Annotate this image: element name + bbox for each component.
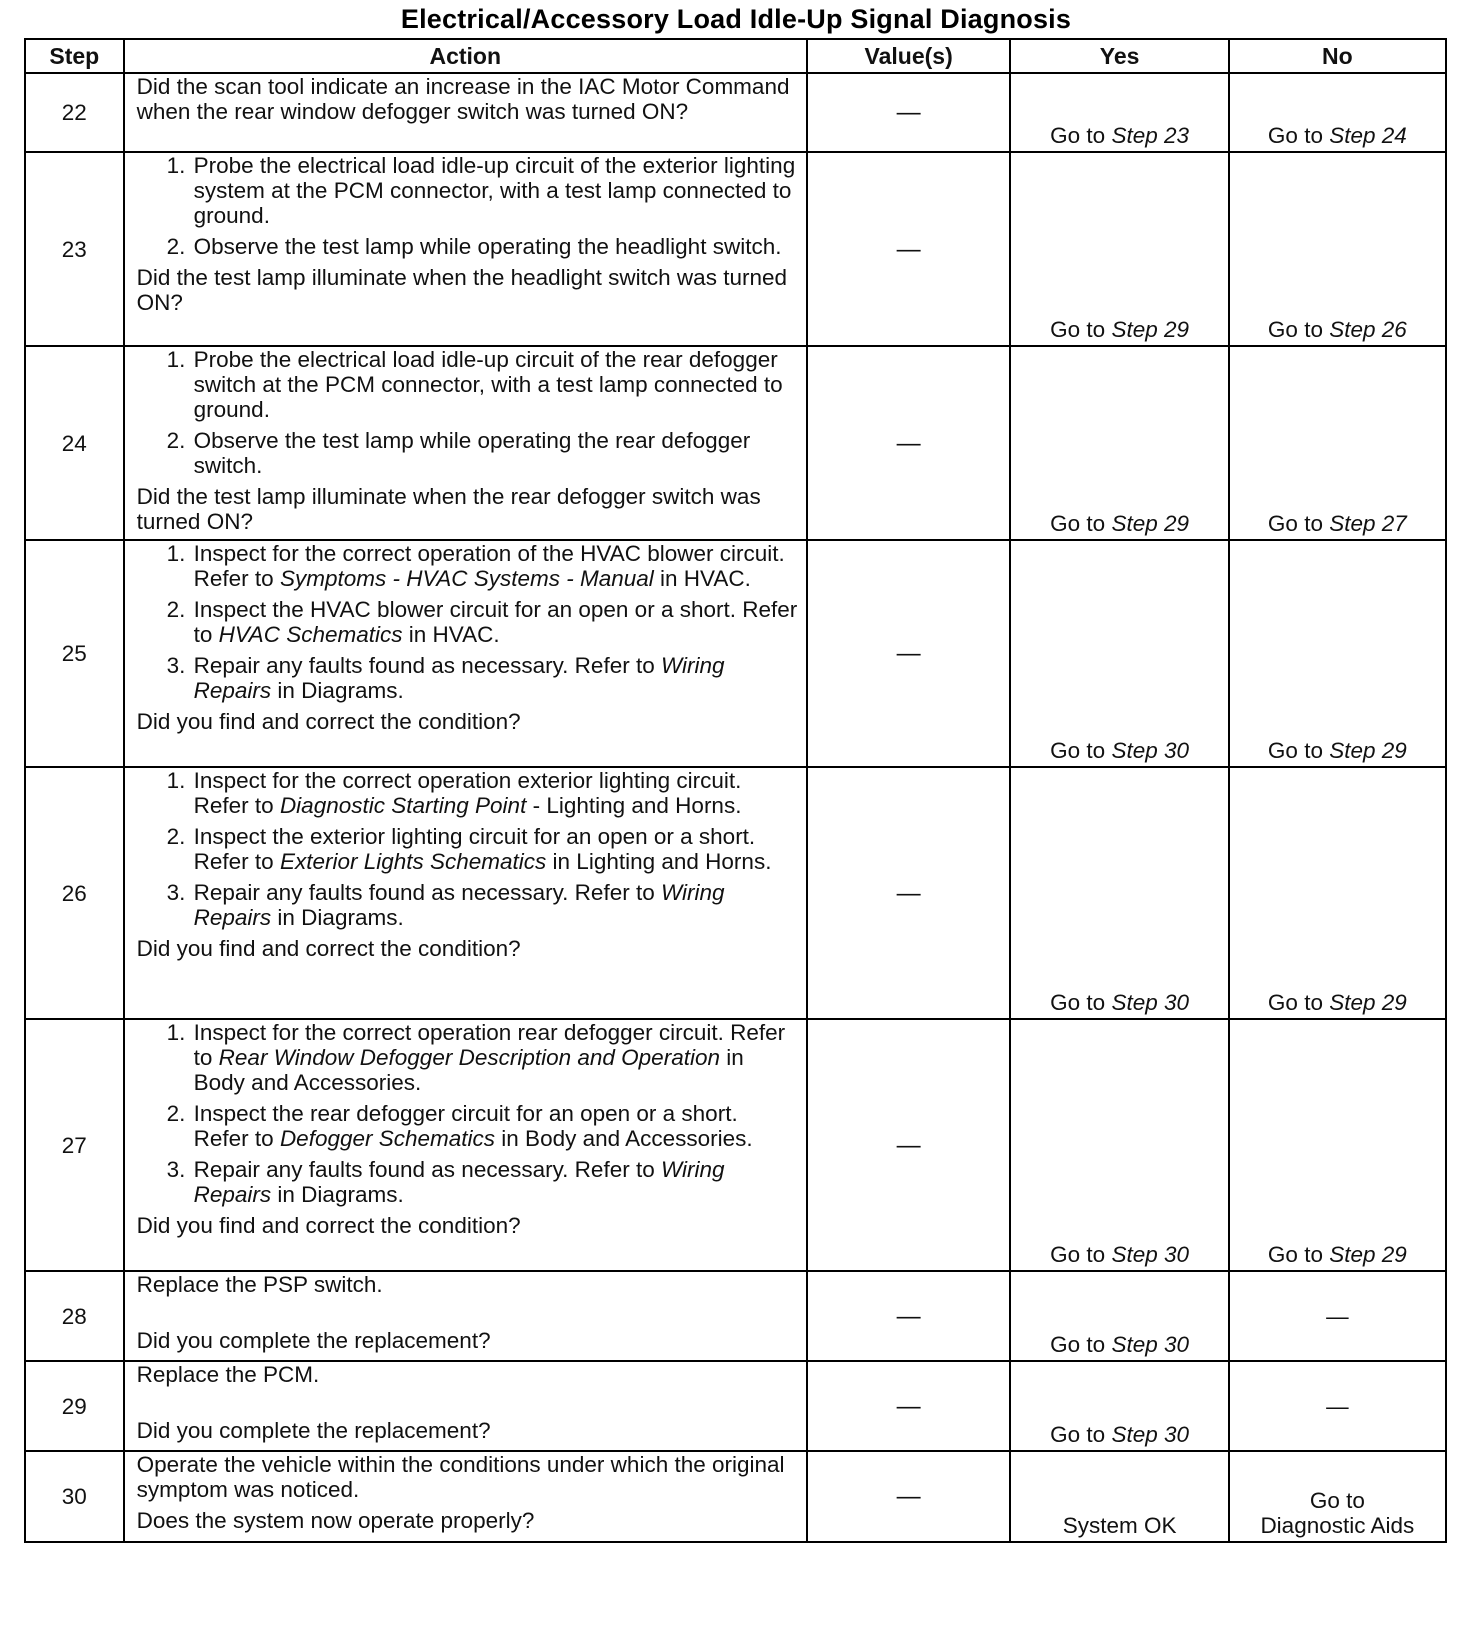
go-to-label: Go to xyxy=(1267,738,1323,763)
action-steps-list xyxy=(137,153,798,259)
go-to-label: Go to xyxy=(1050,990,1106,1015)
column-header-yes: Yes xyxy=(1010,39,1228,73)
go-to-label: Go to xyxy=(1050,1242,1106,1267)
action-steps-list xyxy=(137,347,798,478)
yes-cell: System OK xyxy=(1010,1451,1228,1542)
action-question: Did you find and correct the condition? xyxy=(136,709,521,734)
action-cell xyxy=(124,1271,807,1361)
go-to-label: Go to xyxy=(1267,990,1323,1015)
action-instruction: Replace the PSP switch. xyxy=(136,1272,383,1297)
table-row xyxy=(25,1019,1446,1271)
table-row xyxy=(25,1451,1446,1542)
table-row xyxy=(25,152,1446,346)
go-to-label: Go to xyxy=(1050,738,1106,763)
table-header-row xyxy=(25,39,1446,73)
action-step: 1. Inspect for the correct operation of the HVAC blower circuit. Refer to Symptoms - HVAC Systems - Manual in HVAC. xyxy=(192,541,798,591)
action-question: Did the test lamp illuminate when the headlight switch was turned ON? xyxy=(136,265,787,315)
diagnosis-table xyxy=(24,38,1447,1543)
go-to-label: Go to xyxy=(1267,123,1323,148)
action-question: Does the system now operate properly? xyxy=(136,1508,535,1533)
table-row xyxy=(25,1361,1446,1451)
step-number: 25 xyxy=(25,540,124,767)
step-number: 23 xyxy=(25,152,124,346)
no-step-ref: Step 29 xyxy=(1329,990,1407,1015)
yes-step-ref: Step 29 xyxy=(1111,317,1190,342)
value-cell: — xyxy=(807,1271,1011,1361)
value-cell: — xyxy=(807,767,1011,1019)
go-to-label: Go to xyxy=(1050,511,1106,536)
reference-link: Diagnostic Starting Point xyxy=(279,793,527,818)
yes-cell xyxy=(1010,1361,1228,1451)
reference-link: Wiring Repairs xyxy=(193,653,725,703)
no-cell xyxy=(1229,1451,1446,1542)
action-cell xyxy=(124,152,807,346)
no-cell xyxy=(1229,1019,1446,1271)
action-cell xyxy=(124,540,807,767)
column-header-values: Value(s) xyxy=(807,39,1011,73)
step-number: 24 xyxy=(25,346,124,540)
action-steps-list xyxy=(137,768,798,930)
column-header-no: No xyxy=(1229,39,1446,73)
yes-step-ref: Step 23 xyxy=(1111,123,1190,148)
yes-step-ref: Step 30 xyxy=(1111,990,1190,1015)
action-step: 1. Inspect for the correct operation exterior lighting circuit. Refer to Diagnostic Starting Point - Lighting and Horns. xyxy=(192,768,798,818)
no-cell: — xyxy=(1229,1361,1446,1451)
table-row xyxy=(25,346,1446,540)
action-question: Did the test lamp illuminate when the rear defogger switch was turned ON? xyxy=(136,484,761,534)
yes-cell xyxy=(1010,1019,1228,1271)
action-step: 1. Probe the electrical load idle-up circuit of the rear defogger switch at the PCM connector, with a test lamp connected to ground. xyxy=(192,347,798,422)
value-cell: — xyxy=(807,540,1011,767)
reference-link: HVAC Schematics xyxy=(218,622,403,647)
step-number: 30 xyxy=(25,1451,124,1542)
action-question: Did you find and correct the condition? xyxy=(136,1213,521,1238)
action-step: 3. Repair any faults found as necessary. Refer to Wiring Repairs in Diagrams. xyxy=(192,1157,798,1207)
go-to-label: Go to xyxy=(1267,317,1323,342)
no-cell xyxy=(1229,152,1446,346)
step-number: 28 xyxy=(25,1271,124,1361)
action-instruction: Replace the PCM. xyxy=(136,1362,320,1387)
no-cell xyxy=(1229,346,1446,540)
yes-step-ref: Step 30 xyxy=(1111,738,1190,763)
yes-cell xyxy=(1010,152,1228,346)
yes-step-ref: Step 30 xyxy=(1111,1242,1190,1267)
go-to-label: Go to xyxy=(1050,1422,1106,1447)
yes-cell xyxy=(1010,73,1228,152)
action-step: 2. Inspect the HVAC blower circuit for an open or a short. Refer to HVAC Schematics in HVAC. xyxy=(192,597,798,647)
action-cell xyxy=(124,1019,807,1271)
value-cell: — xyxy=(807,1451,1011,1542)
reference-link: Rear Window Defogger Description and Operation xyxy=(218,1045,720,1070)
value-cell: — xyxy=(807,73,1011,152)
no-step-ref: Step 24 xyxy=(1329,123,1407,148)
value-cell: — xyxy=(807,1361,1011,1451)
action-step: 1. Probe the electrical load idle-up circuit of the exterior lighting system at the PCM connector, with a test lamp connected to ground. xyxy=(192,153,798,228)
no-cell xyxy=(1229,540,1446,767)
go-to-label: Go to xyxy=(1050,123,1106,148)
yes-step-ref: Step 30 xyxy=(1111,1332,1190,1357)
no-cell xyxy=(1229,73,1446,152)
reference-link: Symptoms - HVAC Systems - Manual xyxy=(279,566,654,591)
page-title: Electrical/Accessory Load Idle-Up Signal Diagnosis xyxy=(400,4,1072,34)
action-question: Did you find and correct the condition? xyxy=(136,936,521,961)
step-number: 27 xyxy=(25,1019,124,1271)
action-step: 3. Repair any faults found as necessary. Refer to Wiring Repairs in Diagrams. xyxy=(192,653,798,703)
yes-cell xyxy=(1010,346,1228,540)
reference-link: Defogger Schematics xyxy=(279,1126,496,1151)
step-number: 22 xyxy=(25,73,124,152)
action-cell xyxy=(124,1361,807,1451)
action-cell xyxy=(124,346,807,540)
reference-link: Exterior Lights Schematics xyxy=(279,849,547,874)
table-row xyxy=(25,540,1446,767)
yes-cell xyxy=(1010,1271,1228,1361)
step-number: 26 xyxy=(25,767,124,1019)
reference-link: Wiring Repairs xyxy=(193,1157,725,1207)
no-step-ref: Step 29 xyxy=(1329,738,1407,763)
no-step-ref: Step 27 xyxy=(1329,511,1407,536)
reference-link: Wiring Repairs xyxy=(193,880,725,930)
column-header-action: Action xyxy=(124,39,807,73)
action-instruction: Operate the vehicle within the conditions under which the original symptom was noticed. xyxy=(136,1452,785,1502)
value-cell: — xyxy=(807,1019,1011,1271)
go-to-label: Go to xyxy=(1050,1332,1106,1357)
go-to-label: Go to xyxy=(1267,511,1323,536)
action-steps-list xyxy=(137,1020,798,1207)
table-row xyxy=(25,767,1446,1019)
go-to-label: Go to xyxy=(1050,317,1106,342)
yes-cell xyxy=(1010,540,1228,767)
action-question: Did you complete the replacement? xyxy=(136,1418,491,1443)
no-step-ref: Step 29 xyxy=(1329,1242,1407,1267)
no-cell xyxy=(1229,767,1446,1019)
table-row xyxy=(25,1271,1446,1361)
action-step: 2. Observe the test lamp while operating the headlight switch. xyxy=(192,234,798,259)
action-cell xyxy=(124,767,807,1019)
action-step: 2. Observe the test lamp while operating the rear defogger switch. xyxy=(192,428,798,478)
action-question: Did you complete the replacement? xyxy=(136,1328,491,1353)
table-row xyxy=(25,73,1446,152)
action-step: 3. Repair any faults found as necessary. Refer to Wiring Repairs in Diagrams. xyxy=(192,880,798,930)
action-question: Did the scan tool indicate an increase in the IAC Motor Command when the rear window defogger switch was turned ON? xyxy=(136,74,790,124)
yes-cell xyxy=(1010,767,1228,1019)
action-step: 2. Inspect the rear defogger circuit for an open or a short. Refer to Defogger Schematics in Body and Accessories. xyxy=(192,1101,798,1151)
action-steps-list xyxy=(137,541,798,703)
step-number: 29 xyxy=(25,1361,124,1451)
yes-step-ref: Step 30 xyxy=(1111,1422,1190,1447)
action-step: 1. Inspect for the correct operation rear defogger circuit. Refer to Rear Window Defogger Description and Operation in Body and Accessories. xyxy=(192,1020,798,1095)
go-to-label: Go to xyxy=(1309,1488,1365,1513)
action-cell xyxy=(124,73,807,152)
no-cell: — xyxy=(1229,1271,1446,1361)
action-cell xyxy=(124,1451,807,1542)
column-header-step: Step xyxy=(25,39,124,73)
value-cell: — xyxy=(807,346,1011,540)
action-step: 2. Inspect the exterior lighting circuit for an open or a short. Refer to Exterior Lights Schematics in Lighting and Horns. xyxy=(192,824,798,874)
no-step-ref: Step 26 xyxy=(1329,317,1407,342)
go-to-label: Go to xyxy=(1267,1242,1323,1267)
yes-step-ref: Step 29 xyxy=(1111,511,1190,536)
no-step-ref: Diagnostic Aids xyxy=(1260,1513,1415,1538)
value-cell: — xyxy=(807,152,1011,346)
